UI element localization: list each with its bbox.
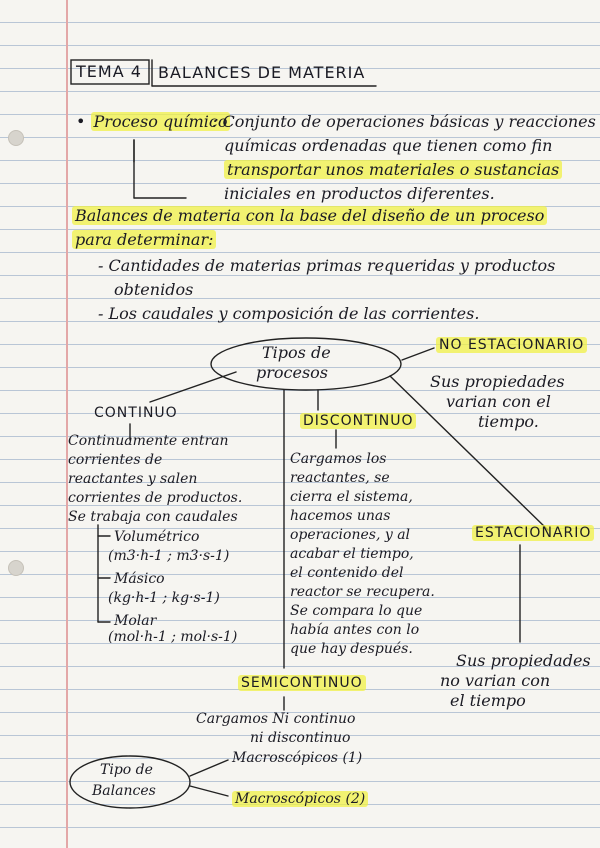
- no-estacionario-desc: Sus propiedades: [430, 372, 565, 391]
- continuo-desc: Continuamente entran: [68, 433, 229, 449]
- tipo-balances-line: Tipo de: [100, 762, 153, 778]
- estacionario-desc: no varian con: [440, 671, 551, 690]
- discontinuo-desc: que hay después.: [290, 641, 413, 657]
- page-title: BALANCES DE MATERIA: [158, 63, 366, 82]
- definition-line: iniciales en productos diferentes.: [224, 184, 495, 203]
- continuo-desc: reactantes y salen: [68, 471, 198, 487]
- tipos-center-line: Tipos de: [262, 343, 331, 362]
- tipo-balances-line: Balances: [92, 783, 156, 799]
- caudal-name: Molar: [114, 613, 157, 629]
- caudal-units: (mol·h-1 ; mol·s-1): [108, 629, 238, 645]
- tipos-center-line: procesos: [256, 363, 329, 382]
- continuo-desc: corrientes de: [68, 452, 163, 468]
- discontinuo-desc: reactantes, se: [290, 470, 390, 486]
- topic-label: TEMA 4: [76, 62, 142, 81]
- arrow-macro-1: [190, 760, 228, 776]
- no-estacionario-label: NO ESTACIONARIO: [436, 336, 587, 355]
- discontinuo-desc: operaciones, y al: [290, 527, 411, 543]
- no-estacionario-desc: varian con el: [446, 392, 551, 411]
- continuo-desc: Se trabaja con caudales: [68, 509, 238, 525]
- definition-term-text: Proceso químico: [91, 112, 231, 131]
- discontinuo-desc: hacemos unas: [290, 508, 391, 524]
- semicontinuo-desc: Cargamos Ni continuo: [196, 711, 356, 727]
- semicontinuo-desc: ni discontinuo: [250, 730, 351, 746]
- discontinuo-desc: cierra el sistema,: [290, 489, 413, 505]
- definition-line: transportar unos materiales o sustancias: [224, 159, 562, 181]
- discontinuo-label: DISCONTINUO: [300, 412, 416, 431]
- balances-type-item: Macroscópicos (2): [232, 790, 368, 809]
- arrow-macro-2: [190, 786, 228, 796]
- definition-line: : Conjunto de operaciones básicas y reacciones: [212, 112, 596, 131]
- arrow-continuo: [150, 372, 236, 402]
- no-estacionario-desc: tiempo.: [478, 412, 539, 431]
- balances-bullet: - Cantidades de materias primas requeridas y productos: [98, 256, 556, 275]
- continuo-desc: corrientes de productos.: [68, 490, 243, 506]
- discontinuo-desc: acabar el tiempo,: [290, 546, 414, 562]
- discontinuo-desc: Cargamos los: [290, 451, 387, 467]
- caudal-units: (kg·h-1 ; kg·s-1): [108, 590, 220, 606]
- caudal-units: (m3·h-1 ; m3·s-1): [108, 548, 230, 564]
- discontinuo-desc: Se compara lo que: [290, 603, 423, 619]
- continuo-label: CONTINUO: [94, 405, 178, 421]
- definition-line: químicas ordenadas que tienen como fin: [224, 136, 553, 155]
- estacionario-desc: Sus propiedades: [456, 651, 591, 670]
- balances-type-item: Macroscópicos (1): [232, 750, 363, 766]
- balances-line: para determinar:: [72, 229, 216, 251]
- arrow-no-estacionario: [402, 348, 434, 360]
- discontinuo-desc: el contenido del: [290, 565, 404, 581]
- caudal-name: Másico: [114, 571, 165, 587]
- discontinuo-desc: reactor se recupera.: [290, 584, 435, 600]
- estacionario-label: ESTACIONARIO: [472, 524, 594, 543]
- semicontinuo-label: SEMICONTINUO: [238, 674, 366, 693]
- balances-line: Balances de materia con la base del diseño de un proceso: [72, 205, 547, 227]
- balances-bullet: obtenidos: [114, 280, 194, 299]
- estacionario-desc: el tiempo: [450, 691, 526, 710]
- discontinuo-desc: había antes con lo: [290, 622, 420, 638]
- definition-term: • Proceso químico: [76, 111, 230, 133]
- balances-bullet: - Los caudales y composición de las corrientes.: [98, 304, 480, 323]
- caudal-name: Volumétrico: [114, 529, 200, 545]
